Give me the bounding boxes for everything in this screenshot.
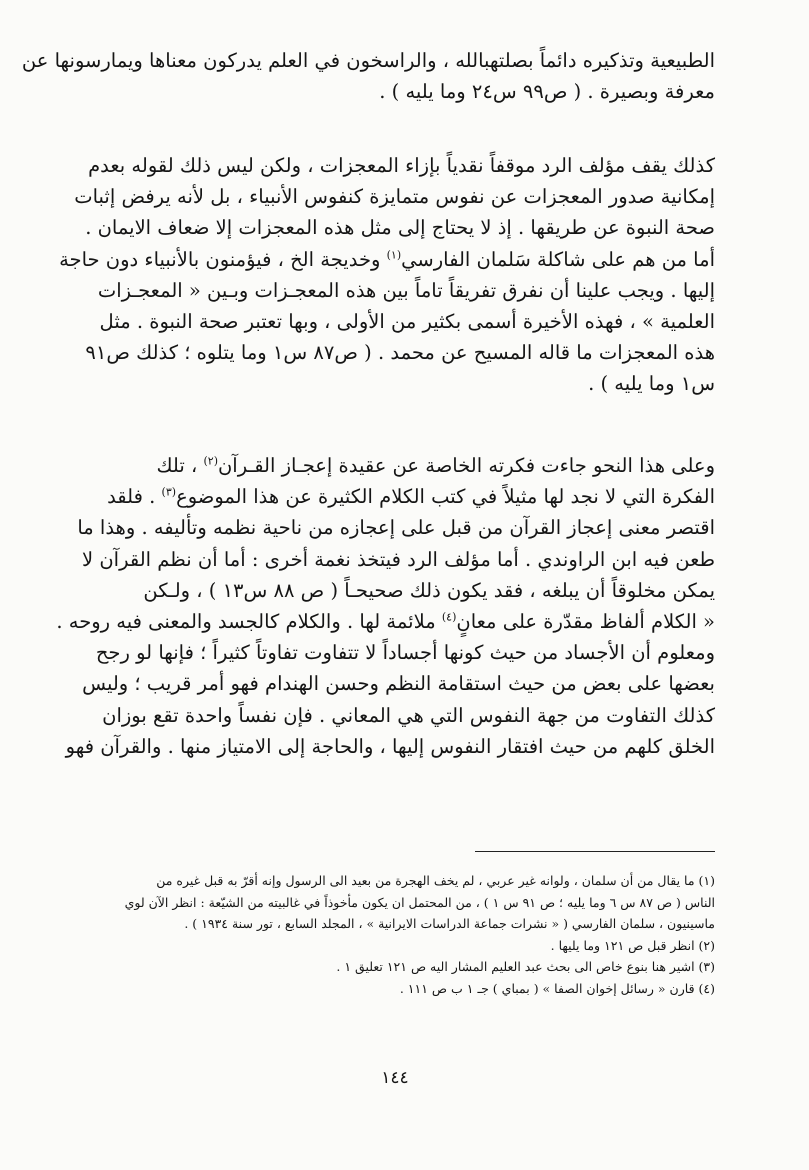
paragraph-3 — [56, 450, 715, 762]
footnote-line: (٤) قارن « رسائل إخوان الصفا » ( بمباي ) جـ ١ ب ص ١١١ . — [399, 980, 715, 996]
footnote-line: (٢) انظر قبل ص ١٢١ وما يليها . — [550, 937, 715, 953]
text-segment: أما من هم على شاكلة سَلمان الفارسي — [401, 247, 715, 271]
footnote-ref: (٣) — [161, 485, 177, 499]
footnote-line: الناس ( ص ٨٧ س ٦ وما يليه ؛ ص ٩١ س ١ ) ، من المحتمل ان يكون مأخوذاً في غالبيته من الشيّعة : انظر الآن لوي — [124, 894, 715, 910]
footnotes — [95, 870, 715, 999]
text-line: إليها . ويجب علينا أن نفرق تفريقاً تاماً بين هذه المعجـزات وبـين « المعجـزات — [97, 278, 715, 302]
footnote-divider — [475, 851, 715, 852]
text-line — [95, 450, 715, 481]
footnote-ref: (٤) — [441, 610, 457, 624]
text-line: العلمية » ، فهذه الأخيرة أسمى بكثير من الأولى ، وبها تعتبر صحة النبوة . مثل — [99, 310, 715, 334]
text-line: الخلق كلهم من حيث افتقار النفوس إليها ، والحاجة إلى الامتياز منها . والقرآن فهو — [65, 734, 715, 758]
text-line: طعن فيه ابن الراوندي . أما مؤلف الرد فيتخذ نغمة أخرى : أما أن نظم القرآن لا — [82, 547, 715, 571]
text-line: كذلك التفاوت من جهة النفوس التي هي المعاني . فإن نفساً واحدة تقع بوزان — [102, 703, 715, 727]
text-segment: . فلقد — [107, 485, 162, 509]
text-line: يمكن مخلوقاً أن يبلغه ، فقد يكون ذلك صحيحـاً ( ص ٨٨ س١٣ ) ، ولـكن — [143, 578, 715, 602]
text-line: س١ وما يليه ) . — [588, 372, 715, 396]
text-line: بعضها على بعض من حيث استقامة النظم وحسن الهندام فهو أمر قريب ؛ وليس — [82, 672, 715, 696]
text-line: هذه المعجزات ما قاله المسيح عن محمد . ( ص٨٧ س١ وما يتلوه ؛ كذلك ص٩١ — [85, 341, 715, 365]
text-line — [56, 606, 715, 637]
text-line: معرفة وبصيرة . ( ص٩٩ س٢٤ وما يليه ) . — [379, 80, 715, 104]
text-line: اقتصر معنى إعجاز القرآن من قبل على إعجازه من ناحية نظمه وتأليفه . وهذا ما — [77, 516, 715, 540]
text-segment: وعلى هذا النحو جاءت فكرته الخاصة عن عقيدة إعجـاز القـرآن — [217, 454, 715, 477]
page-number: ١٤٤ — [381, 1068, 409, 1088]
text-segment: وخديجة الخ ، فيؤمنون بالأنبياء دون حاجة — [59, 247, 387, 271]
text-segment: « الكلام ألفاظ مقدّرة على معانٍ — [456, 610, 715, 634]
paragraph-1 — [21, 45, 715, 107]
text-segment: الفكرة التي لا نجد لها مثيلاً في كتب الكلام الكثيرة عن هذا الموضوع — [176, 485, 715, 509]
footnote-ref: (١) — [386, 248, 402, 262]
footnote-line: (٣) اشير هنا بنوع خاص الى بحث عبد العليم المشار اليه ص ١٢١ تعليق ١ . — [336, 959, 715, 974]
footnote-line: ماسينيون ، سلمان الفارسي ( « نشرات جماعة الدراسات الايرانية » ، المجلد السابع ، تور سنة ١٩٣٤ ) . — [184, 916, 715, 931]
paragraph-2 — [59, 150, 715, 400]
text-line: صحة النبوة عن طريقها . إذ لا يحتاج إلى مثل هذه المعجزات إلا ضعاف الايمان . — [85, 216, 715, 240]
text-segment: ، تلك — [156, 454, 204, 477]
footnote-ref: (٢) — [203, 454, 218, 468]
footnote-line: (١) ما يقال من أن سلمان ، ولوانه غير عربي ، لم يخف الهجرة من بعيد الى الرسول وإنه أقرّ به قبل غيره من — [156, 873, 715, 888]
text-line: ومعلوم أن الأجساد من حيث كونها أجساداً لا تتفاوت تفاوتاً كثيراً ؛ فإنها لو رجح — [95, 641, 715, 665]
text-line — [95, 481, 715, 512]
text-line: إمكانية صدور المعجزات عن نفوس متمايزة كنفوس الأنبياء ، بل لأنه يرفض إثبات — [74, 185, 715, 209]
text-segment: ملائمة لها . والكلام كالجسد والمعنى فيه روحه . — [56, 610, 442, 634]
text-line: الطبيعية وتذكيره دائماً بصلتهبالله ، والراسخون في العلم يدركون معناها ويمارسونها عن — [21, 49, 715, 72]
text-line — [59, 244, 715, 275]
text-line: كذلك يقف مؤلف الرد موقفاً نقدياً بإزاء المعجزات ، ولكن ليس ذلك لقوله بعدم — [88, 154, 715, 177]
